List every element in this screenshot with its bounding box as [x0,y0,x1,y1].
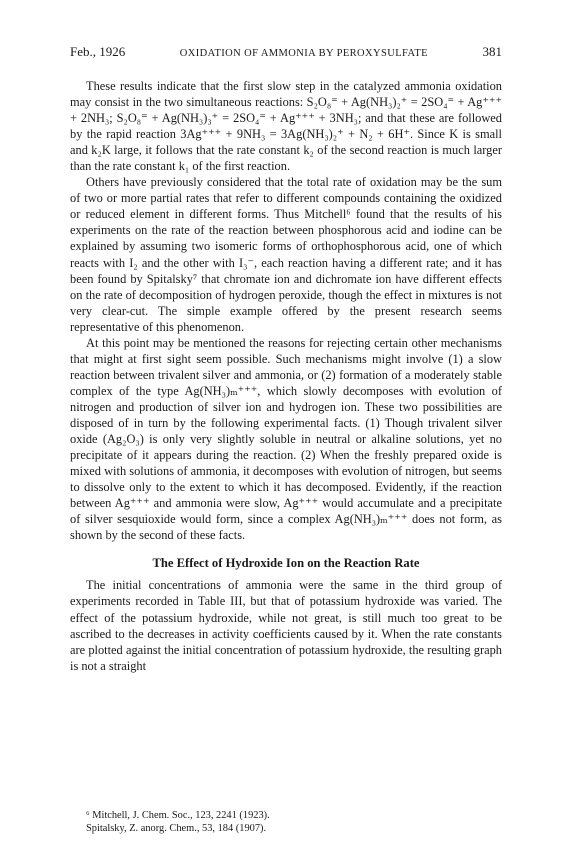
running-title: OXIDATION OF AMMONIA BY PEROXYSULFATE [179,48,428,59]
footnote-spitalsky: Spitalsky, Z. anorg. Chem., 53, 184 (1907). [86,823,267,835]
article-body [70,78,502,674]
footnote-mitchell: ⁶ Mitchell, J. Chem. Soc., 123, 2241 (1923). [86,810,270,821]
paragraph-partial-rates: Others have previously considered that the total rate of oxidation may be the sum of two or more partial rates that refer to different compounds containing the oxidized or reduced element in different forms. Thus Mitchell⁶ found that the results of his experiments on the rate of the reaction between phosphorous acid and iodine can be explained by assuming two isomeric forms of orthophosphorous acid, one of which reacts with I₂ and the other with I₃⁻, each reaction having a different rate; and it has been found by Spitalsky⁷ that chromate ion and dichromate ion have different effects on the rate of decomposition of hydrogen peroxide, though the effect in mixtures is not very clear-cut. The simple example offered by the present research seems representative of this phenomenon. [70,175,502,334]
header-date: Feb., 1926 [70,44,126,59]
paragraph-rejected-mechanisms: At this point may be mentioned the reasons for rejecting certain other mechanisms that might at first sight seem possible. Such mechanisms might involve (1) a slow reaction between trivalent silver and ammonia, or (2) formation of a moderately stable complex of the type Ag(NH₃)ₘ⁺⁺⁺, which slowly decomposes with evolution of nitrogen and production of silver ion and hydrogen ion. These two possibilities are disposed of in turn by the following experimental facts. (1) Though trivalent silver oxide (Ag₂O₃) is only very slightly soluble in neutral or alkaline solutions, yet no precipitate of it appears during the reaction. (2) When the freshly prepared oxide is mixed with solutions of ammonia, it decomposes with evolution of nitrogen, but seems to dissolve only to the extent to which it has decomposed. Evidently, if the reaction between Ag⁺⁺⁺ and ammonia were slow, Ag⁺⁺⁺ would accumulate and a precipitate of silver sesquioxide would form, since a complex Ag(NH₃)ₘ⁺⁺⁺ does not form, as shown by the second of these facts. [70,335,502,543]
page-header [70,44,502,64]
paragraph-reaction-steps: These results indicate that the first slow step in the catalyzed ammonia oxidation may consist in the two simultaneous reactions: S₂O₈⁼ + Ag(NH₃)₂⁺ = 2SO₄⁼ + Ag⁺⁺⁺ + 2NH₃; S₂O₈⁼ + Ag(NH₃)₃⁺ = 2SO₄⁼ + Ag⁺⁺⁺ + 3NH₃; and that these are followed by the rapid reaction 3Ag⁺⁺⁺ + 9NH₃ = 3Ag(NH₃)₂⁺ + N₂ + 6H⁺. Since K is small and k₂K large, it follows that the rate constant k₂ of the second reaction is much larger than the rate constant k₁ of the first reaction. [70,79,502,174]
paragraph-hydroxide-effect: The initial concentrations of ammonia were the same in the third group of experiments recorded in Table III, but that of potassium hydroxide was varied. The effect of the potassium hydroxide, while not great, is still much too great to be ascribed to the decreases in activity coefficients caused by it. When the rate constants are plotted against the initial concentration of potassium hydroxide, the resulting graph is not a straight [70,578,502,673]
footnotes [86,809,502,835]
section-heading: The Effect of Hydroxide Ion on the Reaction Rate [152,556,420,571]
page-number: 381 [482,44,502,59]
